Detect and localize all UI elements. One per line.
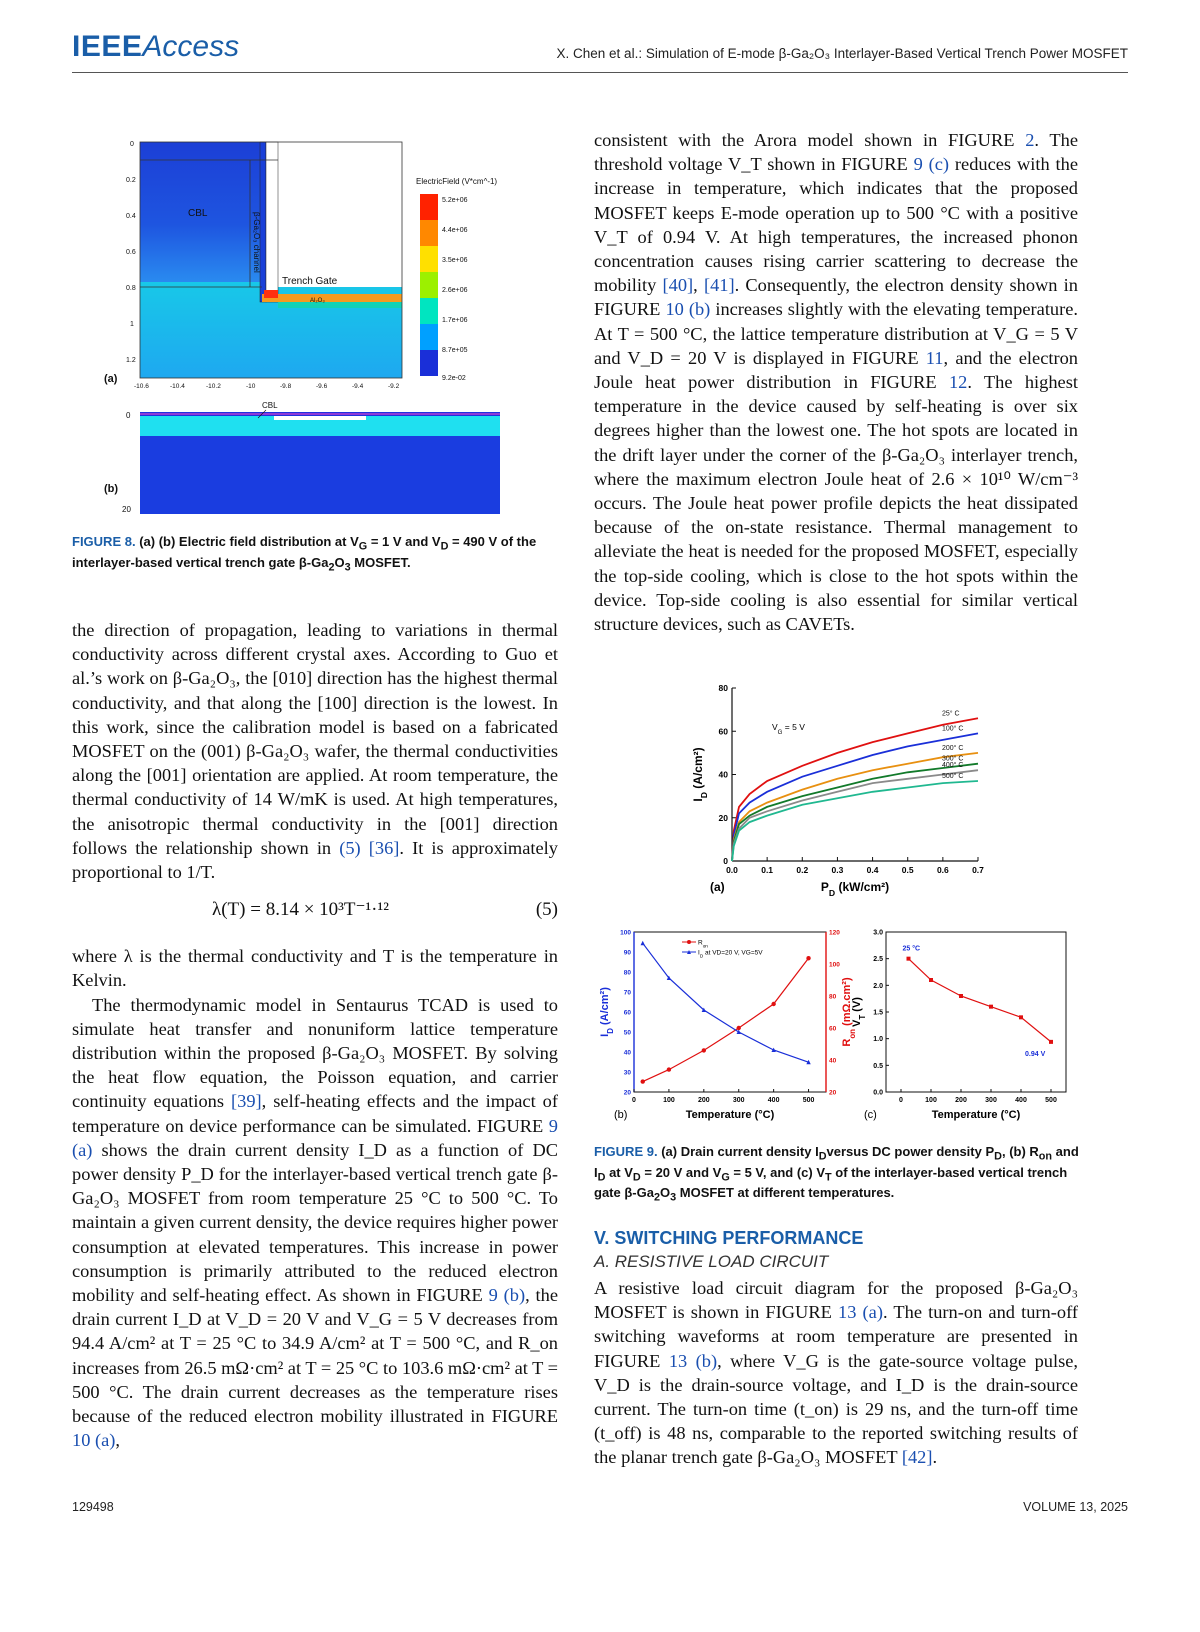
text: consistent with the Arora model shown in FIGURE [594,130,1026,150]
x-tick-label: 100 [663,1097,675,1104]
series-line [643,943,809,1062]
caption-text: O [334,554,345,570]
series-label: 200° C [942,744,964,752]
text: , the drain current I_D at V_D = 20 V and V_G = 5 V decreases from 94.4 A/cm² at T = 25 °C to 34.9 A/cm² at T = 500 °C, and R_on increases from 26.5 mΩ·cm² at T = 25 °C to 103.6 mΩ·cm² at T = 500 °C. The drain current decreases as the temperature rises because of the reduced electron mobility illustrated in FIGURE [72,1285,559,1427]
text: . [932,1447,938,1468]
y-left-tick-label: 20 [623,1089,631,1097]
text: . It is approximately proportional to 1/T. [72,837,558,883]
chart-a-plot [691,683,984,898]
x-tick-label: 0.1 [761,865,774,875]
caption-text: MOSFET. [350,554,411,570]
figure-link[interactable]: 13 (a) [838,1302,883,1323]
trench-gate-region [278,142,402,287]
y-tick: 0.4 [126,213,136,220]
text: , self-heating effects and the impact of temperature on device performance can be simulated. FIGURE [72,1091,559,1136]
caption-text: (a) (b) Electric field distribution at V [139,534,359,549]
y-tick-label: 60 [718,726,728,737]
colorbar-title: ElectricField (V*cm^-1) [416,177,498,186]
x-tick-label: 500 [802,1097,815,1104]
hotspot [264,290,278,298]
caption-text: MOSFET at different temperatures. [676,1185,895,1201]
equation-number: (5) [535,899,558,921]
data-point [667,1067,671,1071]
right-paragraph-1 [594,128,1078,636]
text: A resistive load circuit diagram for the proposed β-Ga₂O₃ MOSFET is shown in FIGURE [594,1278,1078,1323]
y-tick-label: 1.0 [873,1036,883,1044]
colorbar-tick: 4.4e+06 [442,227,468,234]
text: The thermodynamic model in Sentaurus TCAD is used to simulate heat transfer and nonuniform lattice temperature distribution within the proposed β-Ga₂O₃ MOSFET. By solving the heat flow equation, the Poisson equation, and carrier continuity equations [72,994,558,1112]
y-tick-label: 80 [718,683,728,693]
caption-text: of the interlayer-based vertical trench gate β-Ga [594,1164,1068,1201]
left-paragraph-1 [72,618,558,884]
series-line [732,733,978,861]
x-tick-label: 200 [697,1097,710,1104]
annotation-25c: 25 °C [902,945,921,953]
section-title: V. SWITCHING PERFORMANCE [594,1228,864,1248]
colorbar [420,194,438,376]
figure-link[interactable]: 11 [925,347,944,368]
caption-sub: D [818,1150,827,1163]
caption-sub: on [1038,1150,1053,1163]
colorbar-swatch [420,246,438,272]
chart-b-plot [599,930,856,1122]
colorbar-swatch [420,220,438,246]
caption-sub: 2 [653,1191,660,1204]
x-tick-label: 400 [767,1097,780,1104]
panel-label: (a) [710,880,725,894]
y-ticks-a [126,141,136,364]
y-tick-label: 1.5 [873,1009,883,1017]
ref-link[interactable]: [41] [703,275,735,296]
annotation-vg: $V_G = 5$ V [772,722,805,736]
y-right-tick-label: 20 [829,1089,837,1097]
caption-text: = 1 V and V [367,534,441,549]
y-left-tick-label: 60 [623,1009,631,1017]
panel-b-label: (b) [104,483,119,495]
text: reduces with the increase in temperature, which indicates that the proposed MOSFET keeps E-mode operation up to 500 °C with a positive V_T of 0.94 V. At high temperatures, the increased phonon concentration causes rising carrier scattering to decrease the mobility [594,154,1078,296]
x-tick-label: 100 [925,1097,937,1104]
ref-link[interactable]: [36] [368,837,400,858]
text: , and the electron Joule heat power distribution in FIGURE [594,347,1078,393]
y-tick-b: 20 [122,505,131,514]
caption-text: , (b) R [1001,1144,1039,1159]
y-tick-label: 0 [723,856,728,866]
caption-sub: T [825,1171,832,1184]
x-tick-label: 400 [1015,1097,1027,1104]
caption-text: = 5 V, and (c) V [729,1164,826,1180]
y-left-tick-label: 90 [623,949,631,957]
series-label: 300° C [942,755,964,763]
equation-block [72,884,558,944]
y-left-axis-label: $I_D$ (A/cm²) [599,987,615,1037]
colorbar-swatch [420,298,438,324]
figure-9-caption [594,1144,1080,1206]
x-tick-label: 0.4 [866,865,879,875]
figure-link[interactable]: 10 (b) [665,299,711,320]
caption-text: versus DC power density P [826,1144,995,1159]
header-rule [72,72,1128,73]
data-point [929,978,933,982]
y-right-tick-label: 100 [829,961,840,969]
ref-link[interactable]: [40] [662,275,694,296]
x-tick-label: 300 [985,1097,997,1104]
annotation-vt: 0.94 V [1025,1050,1046,1058]
subsection-title: A. RESISTIVE LOAD CIRCUIT [594,1252,829,1271]
figure-link[interactable]: 10 (a) [72,1430,116,1451]
data-point [1019,1015,1023,1019]
caption-sub: 3 [670,1191,677,1204]
data-point [1049,1040,1053,1044]
left-paragraph-2: where λ is the thermal conductivity and T is the temperature in Kelvin. [72,946,558,991]
y-right-axis-label: $R_{on}$ (mΩ.cm²) [841,977,856,1047]
text: , [115,1430,121,1451]
colorbar-tick: 1.7e+06 [442,317,468,324]
data-point [737,1026,741,1030]
chart-c-plot [851,930,1066,1122]
y-left-tick-label: 70 [623,989,631,997]
y-left-tick-label: 50 [623,1029,631,1037]
x-tick: -10 [246,383,256,390]
caption-label: FIGURE 8. [72,534,136,549]
text: . Consequently, the electron density shown in FIGURE [594,275,1078,320]
ref-link[interactable]: [42] [901,1447,933,1468]
ref-link[interactable]: [39] [231,1091,262,1112]
y-left-tick-label: 40 [623,1049,631,1057]
al2o3-layer [262,294,402,302]
panel-b-cbl: CBL [262,401,278,410]
series-line [909,959,1052,1042]
y-right-tick-label: 40 [829,1057,837,1065]
caption-text: O [659,1185,671,1201]
data-point [989,1005,993,1009]
y-tick: 0.2 [126,177,136,184]
y-tick: 0 [130,141,134,148]
colorbar-swatch [420,272,438,298]
x-tick-label: 200 [955,1097,967,1104]
series-line [732,781,978,861]
series-label: 100° C [942,725,964,733]
data-point [771,1002,775,1006]
y-left-tick-label: 80 [623,969,631,977]
caption-sub: 3 [344,561,351,574]
caption-text: and I [594,1144,1079,1180]
y-tick-label: 2.0 [873,982,883,990]
figure-8-caption [72,534,558,575]
data-point [806,956,810,960]
caption-sub: 2 [328,561,335,574]
figure-link[interactable]: 2 [1025,130,1035,150]
colorbar-tick: 3.5e+06 [442,257,468,264]
text: shows the drain current density I_D as a function of DC power density P_D for the interlayer-based vertical trench gate β-Ga₂O₃ MOSFET from room temperature 25 °C to 500 °C. To maintain a given current density, the device requires higher power consumption at elevated temperatures. This increase in power consumption is primarily attributed to the reduced electron mobility and self-heating effect. As shown in FIGURE [72,1139,558,1306]
text: . The highest temperature in the device caused by self-heating is over six degrees higher than the lowest one. The hot spots are located in the drift layer under the corner of the β-Ga₂O₃ interlayer trench, where the maximum electron Joule heat of 2.6 × 10¹⁰ W/cm⁻³ occurs. The Joule heat power profile depicts the heat dissipated because of the on-state resistance. Thermal management to alleviate the heat is needed for the proposed MOSFET, especially the top-side cooling, which is close to the hot spots within the device. Top-side cooling is also essential for similar vertical structure devices, such as CAVETs. [594,372,1078,635]
panel-label: (b) [614,1109,628,1121]
panel-a-label: (a) [104,373,118,385]
x-tick: -9.6 [316,383,328,390]
colorbar-swatch [420,324,438,350]
caption-text: = 20 V and V [640,1164,722,1180]
legend-ron: $R_{on}$ [698,939,708,948]
colorbar-tick: 9.2e-02 [442,375,466,382]
left-paragraph-3 [72,993,558,1453]
text: , [693,275,704,296]
x-tick-label: 0.6 [936,865,949,875]
x-tick: -9.2 [388,383,400,390]
figure-link[interactable]: 9 (b) [488,1285,526,1306]
y-left-tick-label: 30 [623,1069,631,1077]
data-point [641,1079,645,1083]
y-tick-label: 0.0 [873,1089,883,1097]
label-cbl: CBL [188,208,208,219]
logo-access: Access [142,30,240,63]
y-right-tick-label: 80 [829,993,837,1001]
x-tick-label: 300 [732,1097,745,1104]
x-tick-label: 0.3 [831,865,844,875]
y-right-tick-label: 120 [829,929,840,937]
text: , where V_G is the gate-source voltage pulse, V_D is the drain-source voltage, and I_D is the drain-source current. The turn-on time (t_on) is 29 ns, and the turn-off time (t_off) is 48 ns, comparable to the reported switching results of the planar trench gate β-Ga₂O₃ MOSFET [594,1350,1079,1468]
figure-link[interactable]: 9 (c) [913,154,950,175]
page-number: 129498 [72,1500,114,1514]
y-tick-label: 20 [718,812,728,823]
data-point [641,941,645,945]
ref-link[interactable]: (5) [339,837,361,858]
colorbar-tick: 2.6e+06 [442,287,468,294]
series-label: 25° C [942,710,960,718]
figure-link[interactable]: 13 (b) [668,1350,718,1371]
series-label: 400° C [942,762,964,770]
right-column-bottom [594,1276,1078,1470]
figure-9b-chart [592,922,856,1134]
y-tick-label: 2.5 [873,956,883,964]
x-tick: -9.4 [352,383,364,390]
text: the direction of propagation, leading to variations in thermal conductivity across different crystal axes. According to Guo et al.’s work on β-Ga₂O₃, the [010] direction has the highest thermal conductivity, and that along the [100] direction is the lowest. In this work, since the calibration model is based on a fabricated MOSFET on the (001) β-Ga₂O₃ wafer, the thermal conductivities along the [001] orientation are applied. At room temperature, the thermal conductivity of 14 W/mK is used. At high temperatures, the anisotropic thermal conductivity in the [001] direction follows the relationship shown in [72,620,558,858]
data-point [959,994,963,998]
colorbar-swatch [420,350,438,376]
plot-frame [886,932,1066,1092]
y-tick-label: 40 [718,769,728,780]
left-column [72,618,558,1453]
caption-label: FIGURE 9. [594,1144,658,1159]
data-point [702,1048,706,1052]
volume-label: VOLUME 13, 2025 [1023,1500,1128,1514]
colorbar-tick: 5.2e+06 [442,197,468,204]
caption-text: = 490 V of the interlayer-based vertical trench gate β-Ga [72,534,537,570]
x-tick-label: 0 [899,1097,903,1104]
series-label: 500° C [942,772,964,780]
x-tick: -10.2 [206,383,221,390]
right-column-top [594,128,1078,636]
y-right-tick-label: 60 [829,1025,837,1033]
y-tick: 1 [130,321,134,328]
x-tick: -9.8 [280,383,292,390]
caption-sub: G [721,1171,730,1184]
x-ticks-a [134,383,400,390]
label-channel: β-Ga₂O₃ channel [252,212,261,273]
label-trench-gate: Trench Gate [282,276,338,287]
x-tick-label: 0.2 [796,865,809,875]
figure-8-panel-b [104,401,500,514]
y-tick: 0.6 [126,249,136,256]
running-head: X. Chen et al.: Simulation of E-mode β-Ga₂O₃ Interlayer-Based Vertical Trench Power MOSFET [556,46,1128,61]
figure-9a-chart [680,678,1000,904]
panel-label: (c) [864,1109,877,1121]
text: . The threshold voltage V_T shown in FIGURE [594,130,1078,175]
text [361,838,369,858]
legend-marker [687,940,691,944]
y-tick-label: 0.5 [873,1062,883,1070]
right-paragraph-2 [594,1276,1078,1470]
x-axis-label: Temperature (°C) [931,1109,1021,1121]
y-tick-label: 3.0 [873,929,883,937]
y-axis-label: $I_D$ (A/cm²) [691,747,709,802]
colorbar-swatch [420,194,438,220]
caption-sub: D [632,1171,641,1184]
legend-id: $I_D$ at VD=20 V, VG=5V [698,949,763,958]
y-axis-label: $V_T$ (V) [851,997,867,1027]
x-tick-label: 0.7 [972,865,984,875]
figure-link[interactable]: 9 (a) [72,1115,558,1160]
caption-sub: G [358,540,368,553]
logo-ieee: IEEE [72,30,143,63]
ieee-access-logo [72,30,239,64]
text: increases slightly with the elevating temperature. At T = 500 °C, the lattice temperature distribution at V_G = 5 V and V_D = 20 V is displayed in FIGURE [594,299,1079,368]
x-tick: -10.6 [134,383,149,390]
y-left-tick-label: 100 [620,929,631,937]
y-tick-b: 0 [126,411,131,420]
y-tick: 1.2 [126,357,136,364]
x-tick-label: 0.0 [726,865,738,875]
caption-text: at V [605,1164,633,1180]
caption-sub: D [994,1150,1002,1163]
equation: λ(T) = 8.14 × 10³T⁻¹·¹² [212,899,389,921]
data-point [907,957,911,961]
data-point [737,1030,741,1034]
figure-9c-chart [844,922,1080,1134]
x-tick-label: 0 [632,1097,636,1104]
figure-8 [96,132,566,522]
colorbar-ticks [442,197,468,382]
x-tick-label: 500 [1045,1097,1057,1104]
y-tick: 0.8 [126,285,136,292]
x-tick: -10.4 [170,383,185,390]
label-al2o3: Al₂O₃ [310,298,325,304]
caption-text: (a) Drain current density I [661,1144,819,1159]
caption-sub: D [597,1171,606,1184]
caption-sub: D [440,540,449,553]
figure-link[interactable]: 12 [948,372,968,393]
colorbar-tick: 8.7e+05 [442,347,468,354]
oxide-wall [266,142,278,302]
text: . The turn-on and turn-off switching waveforms at room temperature are presented in FIGURE [594,1302,1078,1371]
x-tick-label: 0.5 [901,865,914,875]
x-axis-label: Temperature (°C) [685,1109,775,1121]
x-axis-label: $P_D$ (kW/cm²) [820,880,890,898]
